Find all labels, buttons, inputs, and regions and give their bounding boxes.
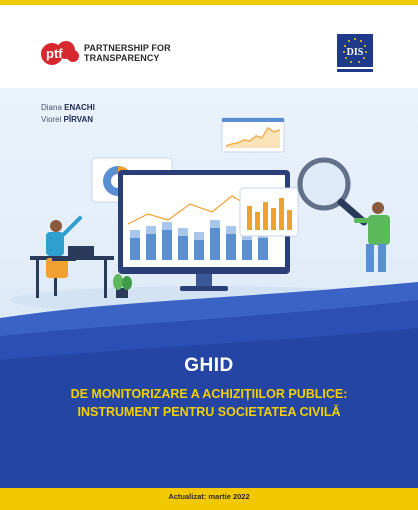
author-1: Diana ENACHI [41, 103, 95, 112]
line-chart-card [222, 118, 284, 152]
subtitle-line-1: DE MONITORIZARE A ACHIZIȚIILOR PUBLICE: [70, 387, 348, 401]
ptf-logo [40, 36, 171, 70]
ptf-logo-letters: ptf [46, 46, 63, 61]
top-yellow-strip [0, 0, 418, 5]
magnifier-icon [300, 160, 364, 222]
author-2: Viorel PÎRVAN [41, 115, 94, 124]
document-subtitle [0, 385, 418, 421]
update-date: Actualizat: martie 2022 [168, 492, 250, 501]
title-block [0, 355, 418, 421]
bar-chart-card [240, 188, 298, 236]
dis-logo-text: DIS [346, 47, 364, 58]
document-title: GHID [184, 355, 234, 376]
subtitle-line-2: INSTRUMENT PENTRU SOCIETATEA CIVILĂ [77, 405, 341, 419]
organization-name: PARTNERSHIP FOR TRANSPARENCY [84, 43, 171, 63]
dis-logo [337, 34, 373, 74]
ptf-logo-icon [40, 36, 80, 70]
